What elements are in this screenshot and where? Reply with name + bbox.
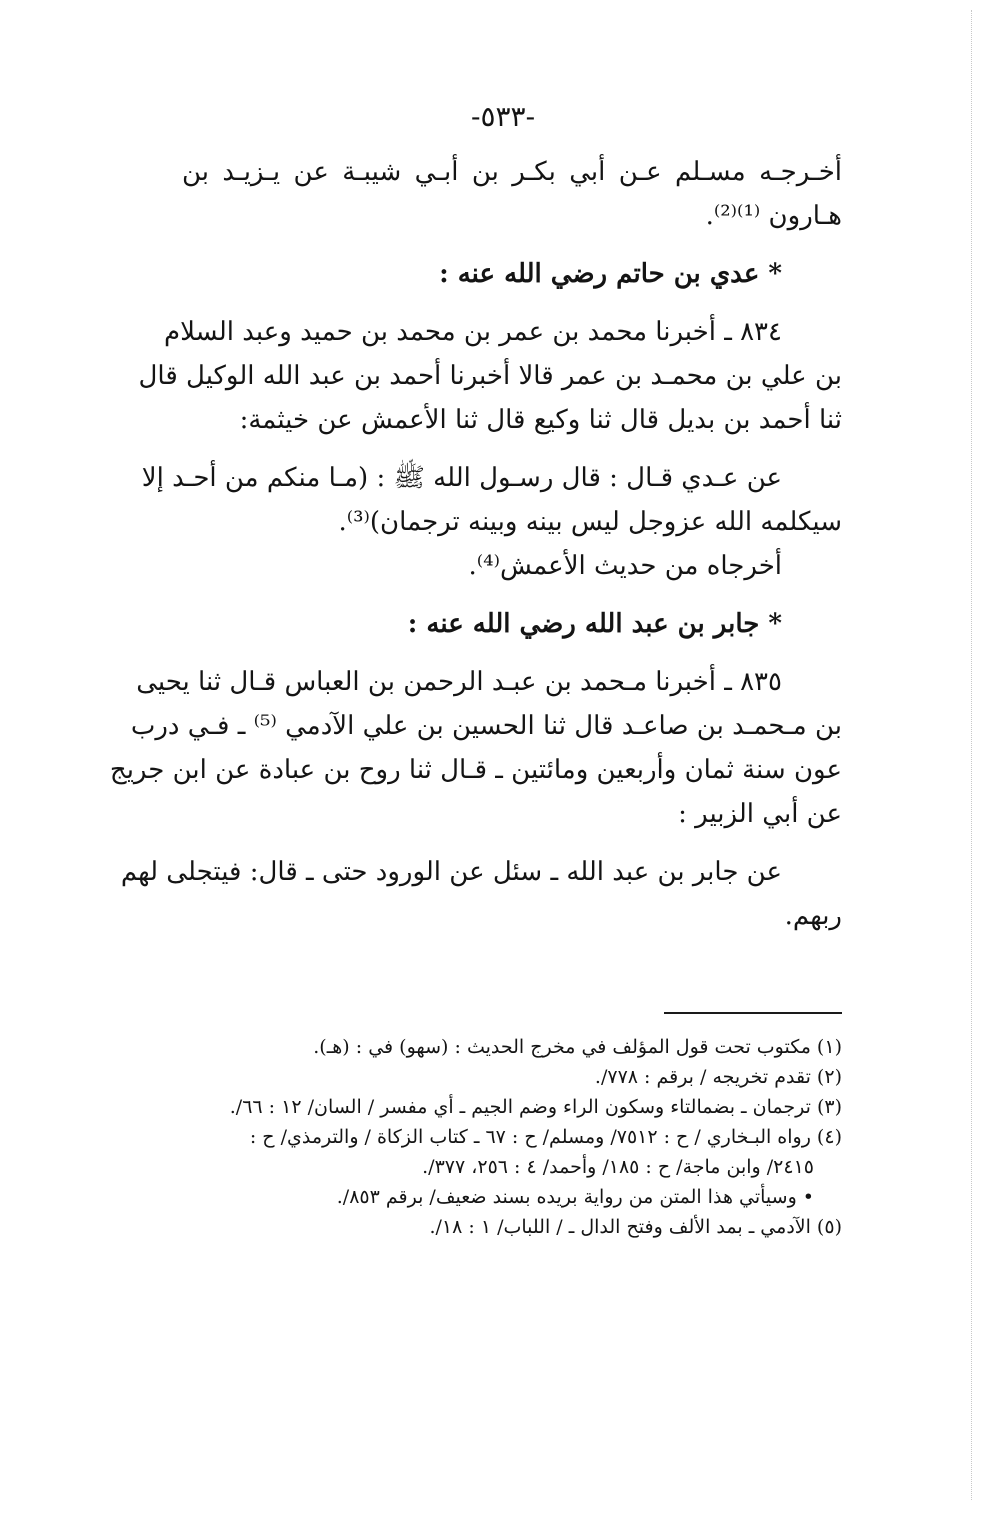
text-line: عن عـدي قـال : قال رسـول الله ﷺ : (مـا منكم من أحـد إلا bbox=[141, 463, 782, 493]
page-edge-divider bbox=[971, 10, 972, 1500]
footnote-continuation: ٢٤١٥/ وابن ماجة/ ح : ١٨٥/ وأحمد/ ٤ : ٢٥٦، ٣٧٧/. bbox=[422, 1156, 814, 1178]
footnotes bbox=[182, 1032, 842, 1242]
footnote-separator bbox=[664, 1012, 842, 1014]
text-line: بن علي بن محمـد بن عمر قالا أخبرنا أحمد بن عبد الله الوكيل قال bbox=[138, 361, 842, 391]
hadith-number-line: ٨٣٥ ـ أخبرنا مـحمد بن عبـد الرحمن بن العباس قـال ثنا يحيى bbox=[136, 667, 782, 697]
footnote: (٥) الآدمي ـ بمد الألف وفتح الدال ـ / اللباب/ ١ : ١٨/. bbox=[429, 1216, 842, 1238]
text-line: بن مـحمـد بن صاعـد قال ثنا الحسين بن علي الآدمي ⁽⁵⁾ ـ فـي درب bbox=[130, 711, 842, 741]
section-heading: * عدي بن حاتم رضي الله عنه : bbox=[439, 259, 782, 289]
text-line: أخـرجـه مسـلم عـن أبي بكـر بن أبـي شيبـة عن يـزيـد بن bbox=[182, 157, 842, 187]
text-line: عن أبي الزبير : bbox=[678, 799, 842, 829]
footnote: (٣) ترجمان ـ بضمالتاء وسكون الراء وضم الجيم ـ أي مفسر / السان/ ١٢ : ٦٦/. bbox=[229, 1096, 842, 1118]
footnote: (٢) تقدم تخريجه / برقم : ٧٧٨/. bbox=[594, 1066, 842, 1088]
main-text bbox=[109, 150, 842, 938]
section-heading: * جابر بن عبد الله رضي الله عنه : bbox=[407, 609, 782, 639]
text-line: هـارون ⁽¹⁾⁽²⁾. bbox=[705, 201, 842, 231]
footnote: (١) مكتوب تحت قول المؤلف في مخرج الحديث : (سهو) في : (هـ). bbox=[313, 1036, 842, 1058]
hadith-number-line: ٨٣٤ ـ أخبرنا محمد بن عمر بن محمد بن حميد وعبد السلام bbox=[164, 317, 782, 347]
footnote: (٤) رواه البـخاري / ح : ٧٥١٢/ ومسلم/ ح : ٦٧ ـ كتاب الزكاة / والترمذي/ ح : bbox=[249, 1126, 842, 1148]
page-number: -٥٣٣- bbox=[470, 100, 536, 133]
text-line: عن جابر بن عبد الله ـ سئل عن الورود حتى ـ قال: فيتجلى لهم bbox=[120, 857, 782, 887]
text-line: عون سنة ثمان وأربعين ومائتين ـ قـال ثنا روح بن عبادة عن ابن جريج bbox=[109, 755, 842, 785]
text-line: سيكلمه الله عزوجل ليس بينه وبينه ترجمان)⁽³⁾. bbox=[338, 507, 842, 537]
text-line: ربهم. bbox=[784, 901, 842, 931]
text-line: أخرجاه من حديث الأعمش⁽⁴⁾. bbox=[468, 551, 782, 581]
footnote-bullet: • وسيأتي هذا المتن من رواية بريده بسند ضعيف/ برقم ٨٥٣/. bbox=[336, 1186, 814, 1208]
text-line: ثنا أحمد بن بديل قال ثنا وكيع قال ثنا الأعمش عن خيثمة: bbox=[239, 405, 842, 435]
